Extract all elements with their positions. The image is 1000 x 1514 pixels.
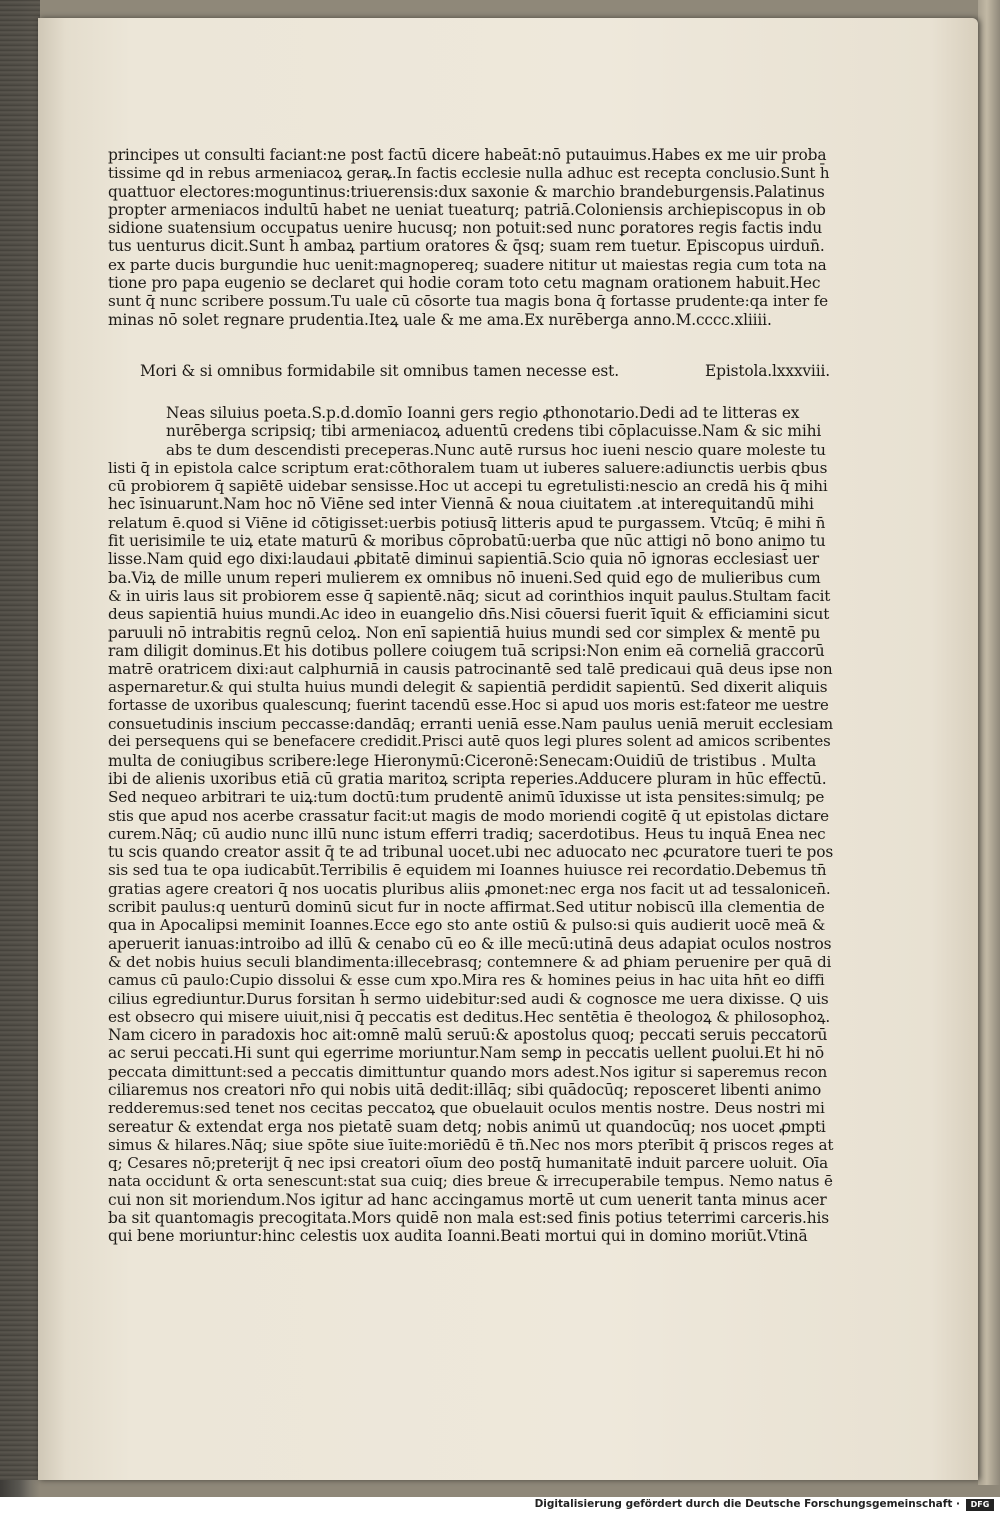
text-line: sunt q̄ nunc scribere possum.Tu uale cū cōsorte tua magis bona q̄ fortasse prudente:qa inter fe [108,292,828,311]
text-line: quattuor electores:moguntinus:triuerensis:dux saxonie & marchio brandeburgensis.Palatinus [108,182,825,201]
text-line: aspernaretur.& qui stulta huius mundi delegit & sapientiā perdidit sapientū. Sed dixerit aliquis [108,678,828,697]
text-line: & det nobis huius seculi blandimenta:illecebrasq; contemnere & ad ꝑhiam peruenire per quā di [108,952,832,971]
text-line: Sed nequeo arbitrari te uiꝝ:tum doctū:tum prudentē animū īduxisse ut ista pensites:simulq; pe [108,788,825,807]
text-line: fortasse de uxoribus qualescunq; fuerint tacendū esse.Hoc si apud uos moris est:fateor me uestre [108,696,829,714]
text-line: tu scis quando creator assit q̄ te ad tribunal uocet.ubi nec aduocato nec ꝓcuratore tueri te pos [108,843,834,862]
text-line: cui non sit moriendum.Nos igitur ad hanc accingamus mortē ut cum uenerit tanta minus acer [108,1190,827,1209]
text-line: ex parte ducis burgundie huc uenit:magnopereq; suadere nititur ut maiestas regia cum tota na [108,255,827,274]
text-line: consuetudinis inscium peccasse:dandāq; erranti ueniā esse.Nam paulus ueniā meruit ecclesiam [108,715,834,734]
text-line: ibi de alienis uxoribus etiā cū gratia maritoꝝ scripta reperies.Adducere pluram in hūc effectū. [108,769,827,788]
text-line: ram diligit dominus.Et his dotibus pollere coiugem tuā scripsi:Non enim eā corneliā graccorū [108,641,825,660]
text-line: peccata dimittunt:sed a peccatis dimittuntur quando mors adest.Nos igitur si saperemus recon [108,1062,828,1081]
text-line: nurēberga scripsiq; tibi armeniacoꝝ aduentū credens tibi cōplacuisse.Nam & sic mihi [166,422,822,441]
book-fore-edge [978,0,1000,1485]
text-line: paruuli nō intrabitis regnū celoꝝ. Non enī sapientiā huius mundi sed cor simplex & mentē pu [108,623,821,642]
text-line: nata occidunt & orta senescunt:stat sua cuiq; dies breue & irrecuperabile tempus. Nemo natus ē [108,1172,833,1191]
letter-ending-block [108,146,828,329]
text-line: sis sed tua te opa iudicabūt.Terribilis ē equidem mi Ioannes huiusce rei recordatio.Debemus tn̄ [108,861,827,880]
text-line: scribit paulus:q uenturū dominū sicut fur in nocte affirmat.Sed utitur nobiscū illa clementia de [108,898,825,917]
epistle-heading [100,362,830,384]
text-line: ciliaremus nos creatori nr̄o qui nobis uitā dedit:illāq; sibi quādocūq; reposceret libenti animo [108,1080,822,1099]
text-line: ac serui peccati.Hi sunt qui egerrime moriuntur.Nam semꝑ in peccatis uellent ꝑuolui.Et hi nō [108,1044,825,1063]
text-line: qua in Apocalipsi meminit Ioannes.Ecce ego sto ante ostiū & pulso:si quis audierit uocē meā & [108,916,826,935]
text-line: & in uiris laus sit probiorem esse q̄ sapientē.nāq; sicut ad corinthios inquit paulus.Stultam facit [108,586,831,605]
text-line: q; Cesares nō;preterijt q̄ nec ipsi creatori oīum deo postq̄ humanitatē induit parcere uoluit. Oīa [108,1154,828,1173]
text-line: sereatur & extendat erga nos pietatē suam detq; nobis animū ut quandocūq; nos uocet ꝓmpti [108,1117,826,1136]
text-line: cilius egrediuntur.Durus forsitan h̄ sermo uidebitur:sed audi & cognosce me uera dixisse. Q uis [108,989,829,1008]
text-line: relatum ē.quod si Viēne id cōtigisset:uerbis potiusq̄ litteris apud te purgassem. Vtcūq; ē mihi n̄ [108,513,826,532]
previous-page-edge [0,0,40,1480]
text-line: sidione suatensium occupatus uenire hucusq; non potuit:sed nunc ꝑoratores regis factis indu [108,219,823,238]
text-line: lisse.Nam quid ego dixi:laudaui ꝓbitatē diminui sapientiā.Scio quia nō ignoras ecclesiast̄ uer [108,550,819,569]
text-line: minas nō solet regnare prudentia.Iteꝝ uale & me ama.Ex nurēberga anno.M.cccc.xliiii. [108,310,772,329]
text-line: abs te dum descendisti preceperas.Nunc autē rursus hoc iueni nescio quare moleste tu [166,440,826,459]
text-line: Neas siluius poeta.S.p.d.domīo Ioanni gers regio ꝓthonotario.Dedi ad te litteras ex [166,404,800,422]
text-line: stis que apud nos acerbe crassatur facit:ut magis de modo moriendi cogitē q̄ ut epistolas dictare [108,806,829,825]
text-line: est obsecro qui misere uiuit,nisi q̄ peccatis est deditus.Hec sentētia ē theologoꝝ & philosophoꝝ. [108,1007,831,1026]
text-line: gratias agere creatori q̄ nos uocatis pluribus aliis ꝓmonet:nec erga nos facit ut ad tessalonicen̄. [108,879,831,898]
text-line: multa de coniugibus scribere:lege Hieronymū:Ciceronē:Senecam:Ouidiū de tristibus . Multa [108,751,817,770]
text-line: curem.Nāq; cū audio nunc illū nunc istum efferri tradiq; sacerdotibus. Heus tu inquā Enea nec [108,824,826,843]
text-line: cū probiorem q̄ sapiētē uidebar sensisse.Hoc ut accepi tu egretulisti:nescio an credā his q̄ mihi [108,477,828,496]
text-line: tione pro papa eugenio se declaret qui hodie coram toto cetu magnam orationem habuit.Hec [108,274,821,293]
text-line: listi q̄ in epistola calce scriptum erat:cōthoralem tuam ut iuberes saluere:adiunctis uerbis qbus [108,458,828,477]
epistle-motto: Mori & si omnibus formidabile sit omnibus tamen necesse est. [140,362,619,380]
epistle-body-block [108,404,834,1246]
text-line: ba.Viꝝ de mille unum reperi mulierem ex omnibus nō inueni.Sed quid ego de mulieribus cum [108,568,821,587]
dfg-logo: DFG [966,1499,994,1511]
text-line: principes ut consulti faciant:ne post factū dicere habeāt:nō putauimus.Habes ex me uir proba [108,146,827,164]
text-line: camus cū paulo:Cupio dissolui & esse cum xpo.Mira res & homines peius in hac uita hn̄t eo diffi [108,971,825,990]
text-line: hec īsinuarunt.Nam hoc nō Viēne sed inter Viennā & noua ciuitatem .at interequitandū mihi [108,495,814,514]
book-page [38,18,978,1480]
text-line: redderemus:sed tenet nos cecitas peccatoꝝ que obuelauit oculos mentis nostre. Deus nostri mi [108,1099,825,1118]
text-line: dei persequens qui se benefacere credidit.Prisci autē quos legi plures solent ad amicos scribentes [108,733,831,751]
text-line: tus uenturus dicit.Sunt h̄ ambaꝝ partium oratores & q̄sq; suam rem tuetur. Episcopus uirdun̄. [108,237,825,256]
text-line: matrē oratricem dixi:aut calphurniā in causis patrocinantē sed talē predicaui quā deus ipse non [108,660,833,679]
text-line: propter armeniacos indultū habet ne ueniat tueaturq; patriā.Coloniensis archiepiscopus in ob [108,200,826,219]
sponsor-text: Digitalisierung gefördert durch die Deutsche Forschungsgemeinschaft · [534,1498,960,1510]
text-line: Nam cicero in paradoxis hoc ait:omnē malū seruū:& apostolus quoq; peccati seruis peccatorū [108,1026,828,1045]
text-line: qui bene moriuntur:hinc celestis uox audita Ioanni.Beati mortui qui in domino moriūt.Vtinā [108,1227,808,1246]
text-line: deus sapientiā huius mundi.Ac ideo in euangelio dn̄s.Nisi cōuersi fuerit īquit & efficiamini sicut [108,605,830,624]
epistle-number: Epistola.lxxxviii. [705,362,830,380]
text-line: tissime qd in rebus armeniacoꝝ geraꝶ.In factis ecclesie nulla adhuc est recepta conclusio.Sunt h̄ [108,164,830,183]
text-line: simus & hilares.Nāq; siue spōte siue īuite:moriēdū ē tn̄.Nec nos mors pterībit q̄ priscos reges at [108,1135,834,1154]
sponsor-footer [0,1497,1000,1514]
text-line: aperuerit ianuas:introibo ad illū & cenabo cū eo & ille mecū:utinā deus adapiat oculos nostros [108,934,832,953]
text-line: ba sit quantomagis precogitata.Mors quidē non mala est:sed finis potius teterrimi carceris.his [108,1209,830,1228]
text-line: fit uerisimile te uiꝝ etate maturū & moribus cōprobatū:uerba que nūc attigi nō bono animo tu [108,532,826,551]
